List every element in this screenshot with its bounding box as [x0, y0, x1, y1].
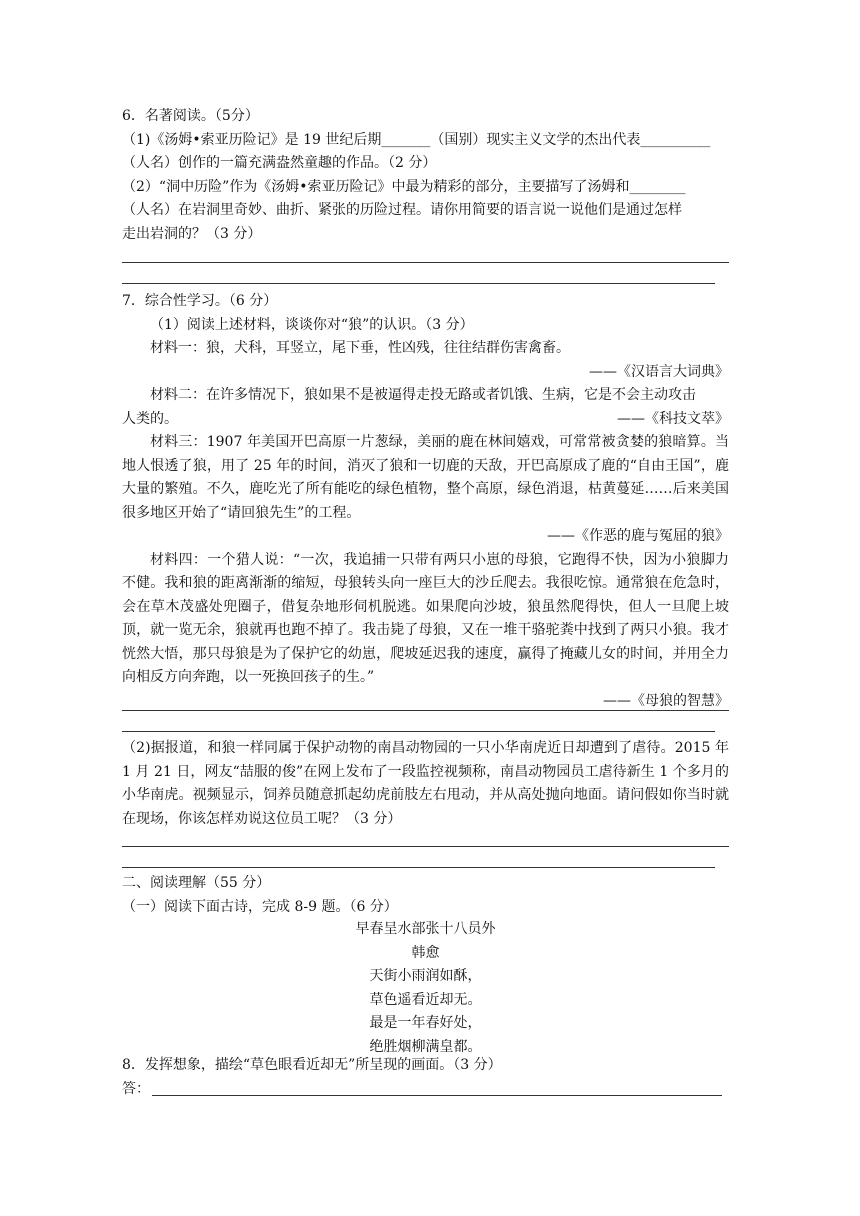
material-2-line2: 人类的。 — [122, 410, 178, 427]
poem-line: 最是一年春好处， — [369, 1015, 482, 1031]
answer-rule — [122, 867, 715, 868]
q6-part2-line2: （人名）在岩洞里奇妙、曲折、紧张的历险过程。请你用简要的语言说一说他们是通过怎样 — [122, 202, 682, 218]
q7-sub2-text: （2)据报道，和狼一样同属于保护动物的南昌动物园的一只小华南虎近日却遭到了虐待。2015 年 1 月 21 日，网友“喆服的俊”在网上发布了一段监控视频称，南昌动物园员工虐待新生 1 个多月的小华南虎。视频显示，饲养员随意抓起幼虎前肢左右甩动，并从高处抛向地面。请问假如你当时就在现场，你该怎样劝说这位员工呢？（3 分） — [122, 740, 729, 827]
material-2-line1: 材料二：在许多情况下，狼如果不是被逼得走投无路或者饥饿、生病，它是不会主动攻击 — [150, 387, 696, 403]
material-3: 材料三：1907 年美国开巴高原一片葱绿，美丽的鹿在林间嬉戏，可常常被贪婪的狼暗算。当地人恨透了狼，用了 25 年的时间，消灭了狼和一切鹿的天敌，开巴高原成了鹿的“自由王国”，鹿大量的繁殖。不久，鹿吃光了所有能吃的绿色植物，整个高原，绿色消退，枯黄蔓延……后来美国很多地区开始了“请回狼先生”的工程。 — [122, 434, 729, 521]
answer-rule — [122, 846, 729, 847]
answer-rule — [122, 710, 729, 711]
answer-rule — [122, 731, 715, 732]
q6-part1-line2: （人名）创作的一篇充满盎然童趣的作品。（2 分） — [122, 155, 437, 171]
q7-title: 7．综合性学习。（6 分） — [122, 293, 278, 309]
q8-answer-row — [122, 1078, 729, 1102]
material-3-source: ——《作恶的鹿与冤屈的狼》 — [547, 528, 729, 544]
q6-part1-line1: （1)《汤姆•索亚历险记》是 19 世纪后期_______（国别）现实主义文学的杰出代表__________ — [122, 131, 711, 148]
material-1: 材料一：狼，犬科，耳竖立，尾下垂，性凶残，往往结群伤害禽畜。 — [150, 340, 570, 356]
q6-title: 6．名著阅读。（5分） — [122, 108, 259, 124]
question-7 — [122, 290, 729, 713]
q6-answer-lines — [122, 262, 729, 284]
material-4: 材料四：一个猎人说：“一次，我追捕一只带有两只小崽的母狼，它跑得不快，因为小狼脚力不健。我和狼的距离渐渐的缩短，母狼转头向一座巨大的沙丘爬去。我很吃惊。通常狼在危急时，会在草木茂盛处兜圈子，借复杂地形伺机脱逃。如果爬向沙坡，狼虽然爬得快，但人一旦爬上坡顶，就一览无余，狼就再也跑不掉了。我击毙了母狼，又在一堆干骆驼粪中找到了两只小狼。我才恍然大悟，那只母狼是为了保护它的幼崽，爬坡延迟我的速度，赢得了掩藏儿女的时间，并用全力向相反方向奔跑，以一死换回孩子的生。” — [122, 551, 729, 685]
q7-sub1: （1）阅读上述材料，谈谈你对“狼”的认识。（3 分） — [150, 316, 474, 333]
poem-line: 绝胜烟柳满皇都。 — [369, 1038, 482, 1055]
q6-part2-line1: （2）“洞中历险”作为《汤姆•索亚历险记》中最为精彩的部分，主要描写了汤姆和________ — [122, 178, 686, 195]
answer-rule — [122, 262, 729, 263]
material-1-source: ——《汉语言大词典》 — [589, 363, 729, 380]
question-6 — [122, 105, 729, 246]
q8-answer-label: 答： — [122, 1080, 150, 1097]
q7-sub2-answer-lines — [122, 846, 729, 868]
q7-sub2 — [122, 737, 729, 831]
section-2-title: 二、阅读理解（55 分） — [122, 875, 271, 891]
q6-part2-line3: 走出岩洞的？（3 分） — [122, 225, 262, 242]
material-2-source: ——《科技文萃》 — [617, 410, 729, 427]
section-2-part1: （一）阅读下面古诗，完成 8-9 题。（6 分） — [122, 898, 398, 915]
q8-title: 8．发挥想象，描绘“草色眼看近却无”所呈现的画面。（3 分） — [122, 1057, 502, 1073]
material-4-source: ——《母狼的智慧》 — [603, 692, 729, 709]
question-8 — [122, 1054, 729, 1101]
material-2-line2-row — [122, 408, 729, 432]
poem-line: 草色遥看近却无。 — [369, 991, 482, 1008]
answer-rule — [122, 283, 715, 284]
poem-author: 韩愈 — [411, 944, 440, 961]
section-2 — [122, 872, 729, 919]
poem-line: 天街小雨润如酥， — [369, 968, 482, 984]
poem — [122, 918, 729, 1059]
q8-answer-field[interactable] — [152, 1080, 722, 1096]
q7-sub1-answer-lines — [122, 710, 729, 732]
poem-title: 早春呈水部张十八员外 — [355, 921, 496, 937]
